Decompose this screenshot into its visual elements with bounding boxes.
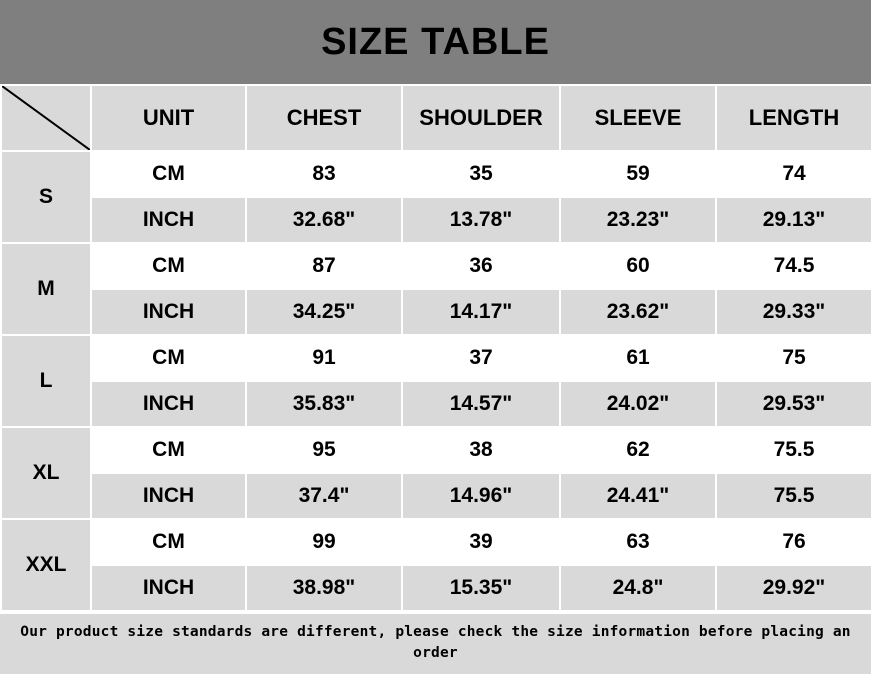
cell-xl-inch-shoulder: 14.96" (402, 473, 560, 519)
diagonal-line-icon (2, 86, 90, 150)
column-header-chest: CHEST (246, 85, 402, 151)
cell-xl-inch-chest: 37.4" (246, 473, 402, 519)
cell-m-cm-chest: 87 (246, 243, 402, 289)
cell-s-inch-sleeve: 23.23" (560, 197, 716, 243)
size-label-l: L (1, 335, 91, 427)
size-label-m: M (1, 243, 91, 335)
cell-xxl-inch-shoulder: 15.35" (402, 565, 560, 611)
cell-m-inch-shoulder: 14.17" (402, 289, 560, 335)
cell-xxl-cm-length: 76 (716, 519, 871, 565)
cell-xl-cm-chest: 95 (246, 427, 402, 473)
cell-m-cm-sleeve: 60 (560, 243, 716, 289)
table-row (1, 473, 871, 519)
unit-label-inch: INCH (91, 289, 246, 335)
corner-diagonal-cell (1, 85, 91, 151)
cell-s-cm-sleeve: 59 (560, 151, 716, 197)
cell-l-inch-sleeve: 24.02" (560, 381, 716, 427)
unit-label-cm: CM (91, 427, 246, 473)
cell-m-inch-length: 29.33" (716, 289, 871, 335)
cell-s-inch-chest: 32.68" (246, 197, 402, 243)
cell-l-inch-shoulder: 14.57" (402, 381, 560, 427)
title-banner (0, 0, 871, 84)
cell-l-inch-chest: 35.83" (246, 381, 402, 427)
cell-s-cm-length: 74 (716, 151, 871, 197)
cell-xl-cm-shoulder: 38 (402, 427, 560, 473)
size-label-xxl: XXL (1, 519, 91, 611)
column-header-shoulder: SHOULDER (402, 85, 560, 151)
cell-xxl-cm-chest: 99 (246, 519, 402, 565)
table-row (1, 197, 871, 243)
size-label-s: S (1, 151, 91, 243)
cell-xxl-inch-sleeve: 24.8" (560, 565, 716, 611)
cell-xxl-cm-shoulder: 39 (402, 519, 560, 565)
table-row (1, 243, 871, 289)
table-row (1, 427, 871, 473)
size-chart-table (0, 84, 871, 612)
table-row (1, 381, 871, 427)
cell-m-inch-sleeve: 23.62" (560, 289, 716, 335)
column-header-sleeve: SLEEVE (560, 85, 716, 151)
cell-xxl-cm-sleeve: 63 (560, 519, 716, 565)
size-disclaimer-note: Our product size standards are different, please check the size information before placing an order (0, 612, 871, 674)
cell-s-cm-chest: 83 (246, 151, 402, 197)
cell-xl-inch-sleeve: 24.41" (560, 473, 716, 519)
cell-l-cm-shoulder: 37 (402, 335, 560, 381)
cell-l-cm-sleeve: 61 (560, 335, 716, 381)
cell-l-cm-chest: 91 (246, 335, 402, 381)
cell-s-inch-shoulder: 13.78" (402, 197, 560, 243)
unit-label-inch: INCH (91, 381, 246, 427)
table-row (1, 335, 871, 381)
cell-m-inch-chest: 34.25" (246, 289, 402, 335)
unit-label-inch: INCH (91, 565, 246, 611)
column-header-length: LENGTH (716, 85, 871, 151)
cell-l-cm-length: 75 (716, 335, 871, 381)
table-row (1, 151, 871, 197)
unit-label-cm: CM (91, 151, 246, 197)
cell-m-cm-shoulder: 36 (402, 243, 560, 289)
table-row (1, 519, 871, 565)
cell-xl-cm-length: 75.5 (716, 427, 871, 473)
cell-s-cm-shoulder: 35 (402, 151, 560, 197)
cell-xxl-inch-chest: 38.98" (246, 565, 402, 611)
unit-label-cm: CM (91, 243, 246, 289)
unit-label-inch: INCH (91, 473, 246, 519)
size-label-xl: XL (1, 427, 91, 519)
table-header-row (1, 85, 871, 151)
table-row (1, 565, 871, 611)
unit-label-inch: INCH (91, 197, 246, 243)
cell-m-cm-length: 74.5 (716, 243, 871, 289)
page-title: SIZE TABLE (321, 20, 550, 63)
cell-xxl-inch-length: 29.92" (716, 565, 871, 611)
table-row (1, 289, 871, 335)
column-header-unit: UNIT (91, 85, 246, 151)
cell-s-inch-length: 29.13" (716, 197, 871, 243)
unit-label-cm: CM (91, 519, 246, 565)
cell-l-inch-length: 29.53" (716, 381, 871, 427)
unit-label-cm: CM (91, 335, 246, 381)
cell-xl-cm-sleeve: 62 (560, 427, 716, 473)
cell-xl-inch-length: 75.5 (716, 473, 871, 519)
